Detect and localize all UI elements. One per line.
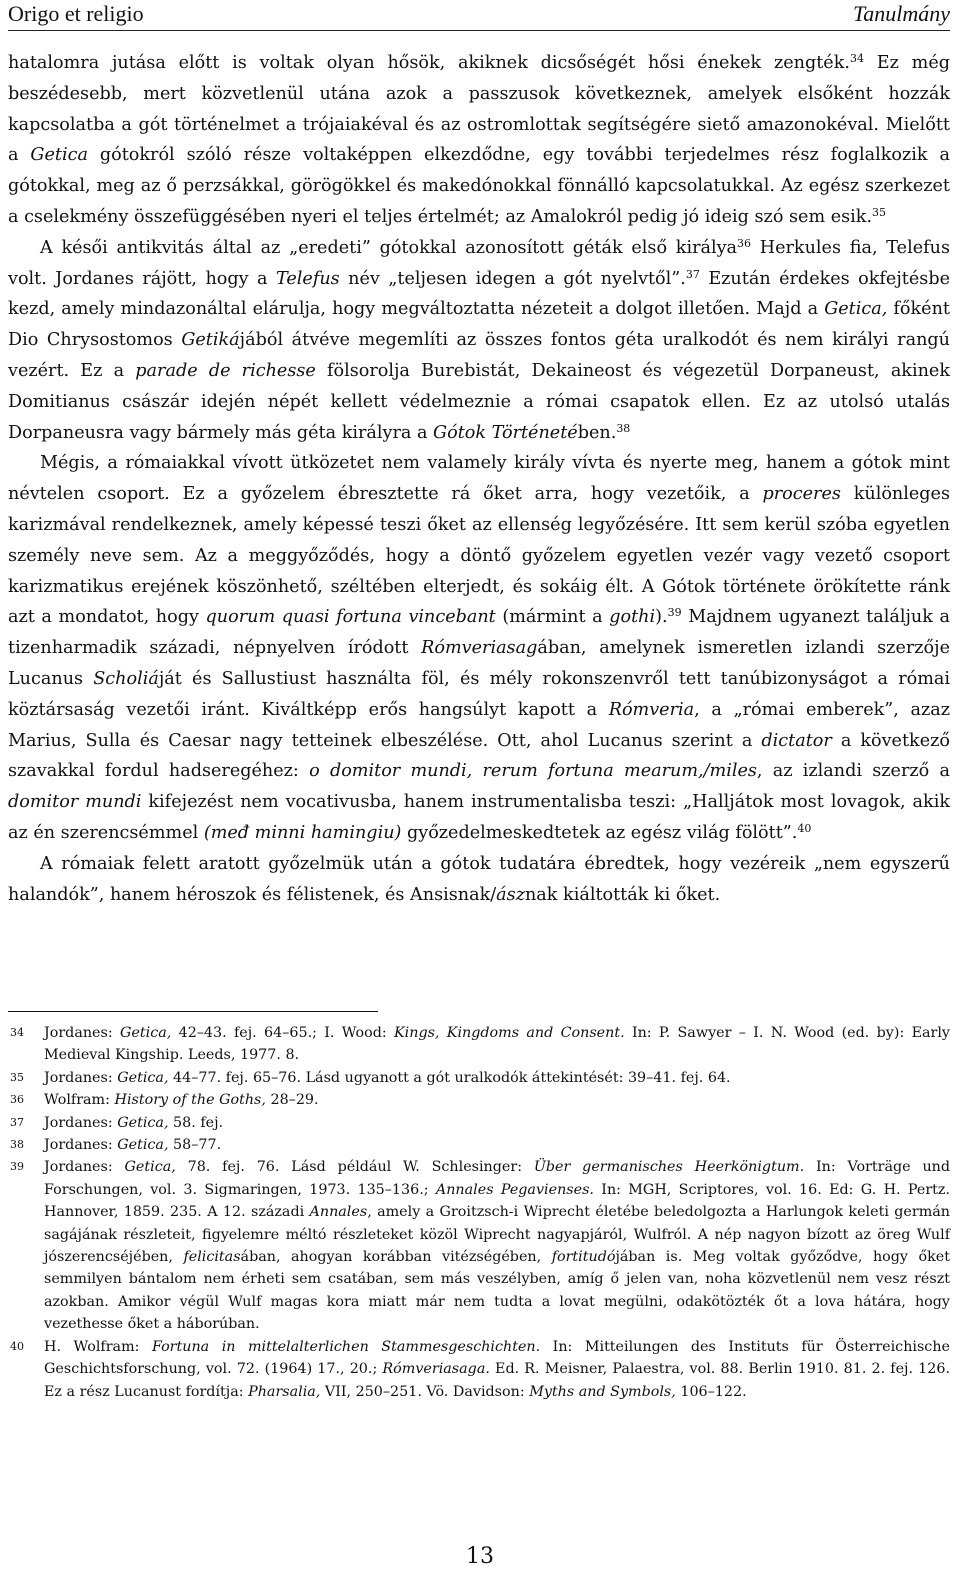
footnote-34 (8, 1022, 950, 1067)
text-run: In: P. Sawyer – I. N. Wood (ed. by): Early Medieval Kingship. Leeds, 1977. 8. (44, 1025, 951, 1064)
text-run: 28–29. (265, 1092, 319, 1109)
footnote-38 (8, 1134, 950, 1156)
italic-run: Rómveria (608, 699, 695, 720)
footnote-ref-37[interactable]: 37 (685, 267, 700, 281)
main-text (8, 48, 950, 910)
text-run: ). (655, 607, 668, 628)
text-run: név „teljesen idegen a gót nyelvtől”. (339, 268, 686, 289)
text-run: Jordanes: (44, 1069, 118, 1086)
text-run: ját és Sallustiust használta föl, és mély rokonszenvről tett tanúbizonyságot a római köztársaság vezetői iránt. Kiváltképp erős hangsúlyt kapott a (8, 668, 950, 720)
italic-run: Myths and Symbols, (529, 1383, 676, 1400)
footnotes (8, 1022, 950, 1403)
italic-run: Rómveriasaga. (382, 1361, 490, 1378)
italic-run: felicitas (183, 1249, 241, 1266)
text-run: fölsorolja Burebistát, Dekaineost és végezetül Dorpaneust, akinek Domitianus császár idején népét kellett védelmeznie a római csapatok ellen. Ez az utolsó utalás Dorpaneusra vagy bármely más géta királyra a (8, 360, 950, 443)
text-run: jában is. Meg voltak győződve, hogy őket semmilyen bántalom nem érheti sem csatában, sem más veszélyben, amíg ő jelen van, noha közvetlenül nem vesz részt azokban. Amikor végül Wulf magas kora miatt már nem tudta a lovat megülni, odakötözték őt a lova hátára, hogy vezethesse őket a háborúban. (44, 1249, 950, 1333)
text-run: gótokról szóló része voltaképpen elkezdődne, egy további terjedelmes rész foglalkozik a gótokkal, meg az ő perzsákkal, görögökkel és makedónokkal fönnálló kapcsolatukkal. Az egész szerkezet a cselekmény összefüggésében nyeri el teljes értelmét; az Amalokról pedig jó ideig szó sem esik. (8, 145, 950, 227)
footnote-ref-36[interactable]: 36 (737, 236, 752, 250)
text-run: Majdnem ugyanezt találjuk a tizenharmadik századi, népnyelven íródott (8, 607, 950, 659)
footnote-ref-40[interactable]: 40 (797, 821, 812, 835)
text-run: 44–77. fej. 65–76. Lásd ugyanott a gót uralkodók áttekintését: 39–41. fej. 64. (168, 1069, 731, 1086)
footnote-36 (8, 1089, 950, 1111)
paragraph-2 (8, 233, 950, 449)
footnote-ref-38[interactable]: 38 (616, 421, 631, 435)
italic-run: History of the Goths, (114, 1092, 266, 1109)
text-run: Ez még beszédesebb, mert közvetlenül utána azok a passzusok következnek, amelyek elsőként hozzák kapcsolatba a gót történelmet a trójaiakéval és az ostromlottak segítségére siető amazonokéval. Mielőtt a (8, 53, 950, 166)
paragraph-1 (8, 48, 950, 233)
paragraph-3 (8, 448, 950, 848)
italic-run: Fortuna in mittelalterlichen Stammesgeschichten. (151, 1338, 541, 1355)
text-run: jából átvéve megemlíti az összes fontos géta uralkodót és nem királyi rangú vezért. Ez a (8, 330, 950, 381)
footnote-text (44, 1067, 950, 1089)
text-run: a következő szavakkal fordul hadseregéhez: (8, 730, 950, 782)
text-run: Mégis, a rómaiakkal vívott ütközetet nem valamely király vívta és nyerte meg, hanem a gótok mint névtelen csoport. Ez a győzelem ébresztette rá őket arra, hogy vezetőik, a (8, 453, 950, 505)
footnote-separator (8, 1011, 378, 1012)
footnote-text (44, 1336, 950, 1403)
italic-run: Rómveriasag (421, 638, 538, 659)
italic-run: (međ minni hamingiu) (203, 822, 402, 843)
text-run: Jordanes: (44, 1114, 118, 1131)
italic-run: Annales Pegavienses. (435, 1181, 594, 1198)
italic-run: quorum quasi fortuna vincebant (205, 607, 496, 628)
text-run: (mármint a (495, 607, 610, 628)
italic-run: Getica, (117, 1114, 169, 1131)
text-run: In: MGH, Scriptores, vol. 16. Ed: G. H. Pertz. Hannover, 1859. 235. A 12. századi (44, 1181, 951, 1221)
footnote-39 (8, 1156, 950, 1335)
text-run: ában, ahogyan korábban vitézségében, (240, 1249, 552, 1266)
italic-run: domitor mundi (8, 792, 142, 813)
running-header (8, 0, 950, 31)
italic-run: Getica, (824, 299, 888, 320)
footnote-37 (8, 1112, 950, 1134)
italic-run: Scholiá (93, 668, 159, 689)
text-run: , a „római emberek”, azaz Marius, Sulla és Caesar nagy tetteinek elbeszélése. Ott, ahol Lucanus szerint a (8, 699, 951, 751)
text-run: Jordanes: (44, 1159, 125, 1176)
footnote-number: 37 (10, 1115, 24, 1129)
italic-run: Telefus (276, 268, 340, 289)
text-run: , az izlandi szerző a (756, 761, 950, 782)
text-run: Herkules fia, Telefus volt. Jordanes rájött, hogy a (8, 237, 950, 289)
footnote-text (44, 1134, 950, 1156)
italic-run: Getica, (117, 1137, 169, 1154)
italic-run: Getica, (124, 1159, 176, 1176)
paragraph-4 (8, 849, 950, 911)
section-label: Tanulmány (853, 1, 950, 26)
italic-run: Getica (30, 145, 88, 166)
text-run: Jordanes: (44, 1025, 120, 1041)
text-run: VII, 250–251. Vö. Davidson: (320, 1383, 530, 1400)
text-run: különleges karizmával rendelkeznek, amely képessé teszi őket az ellenség legyőzésére. Itt sem kerül szóba egyetlen személy neve sem. Az a meggyőződés, hogy a döntő győzelem egyetlen vezér vagy vezető csoport karizmatikus erejének köszönhető, széltében elterjedt, és sokáig élt. A Gótok története örökítette ránk azt a mondatot, hogy (8, 484, 950, 628)
footnote-text (44, 1112, 950, 1134)
text-run: Wolfram: (44, 1092, 115, 1109)
italic-run: Gótok Történeté (433, 422, 578, 443)
text-run: győzedelmeskedtetek az egész világ fölött”. (401, 822, 798, 843)
italic-run: Getica, (117, 1069, 169, 1086)
footnote-number: 39 (10, 1160, 24, 1174)
text-run: Jordanes: (44, 1137, 118, 1154)
footnote-text (44, 1156, 950, 1335)
journal-title: Origo et religio (8, 1, 144, 26)
italic-run: Annales (309, 1204, 368, 1221)
footnote-number: 38 (10, 1138, 24, 1152)
text-run: 58. fej. (168, 1114, 224, 1131)
text-run: , amely a Groitzsch-i Wiprecht életébe beledolgozta a Harlungok keleti germán sagájának részleteit, figyelemre méltó részleteket közöl Wiprecht nagyapjáról, Wulfról. A nép nagyon bízott az öreg Wulf jószerencséjében, (44, 1204, 950, 1266)
text-run: ben. (577, 422, 617, 443)
footnote-number: 36 (10, 1093, 24, 1107)
italic-run: parade de richesse (135, 360, 316, 381)
italic-run: proceres (762, 484, 841, 505)
italic-run: Über germanisches Heerkönigtum. (533, 1159, 805, 1176)
italic-run: Getiká (181, 330, 240, 351)
text-run: Ezután érdekes okfejtésbe kezd, amely mindazonáltal elárulja, hogy megváltoztatta nézeteit a dolgot illetően. Majd a (8, 268, 950, 320)
footnote-number: 34 (10, 1026, 24, 1039)
italic-run: ász (496, 884, 525, 905)
footnote-text (44, 1022, 950, 1067)
text-run: hatalomra jutása előtt is voltak olyan hősök, akiknek dicsőségét hősi énekek zengték. (8, 53, 850, 73)
footnote-35 (8, 1067, 950, 1089)
footnote-40 (8, 1336, 950, 1403)
italic-run: o domitor mundi, rerum fortuna mearum,/miles (309, 761, 757, 782)
text-run: In: Mitteilungen des Instituts für Österreichische Geschichtsforschung, vol. 72. (1964) 17., 20.; (44, 1338, 950, 1378)
text-run: 58–77. (168, 1137, 222, 1154)
footnote-ref-34[interactable]: 34 (849, 52, 864, 65)
text-run: In: Vorträge und Forschungen, vol. 3. Sigmaringen, 1973. 135–136.; (44, 1159, 951, 1198)
text-run: főként Dio Chrysostomos (8, 299, 950, 351)
footnote-ref-39[interactable]: 39 (667, 606, 682, 620)
italic-run: dictator (761, 730, 832, 751)
text-run: Ed. R. Meisner, Palaestra, vol. 88. Berlin 1910. 81. 2. fej. 126. Ez a rész Lucanust fordítja: (44, 1361, 950, 1400)
italic-run: Getica, (120, 1025, 172, 1041)
text-run: ában, amelynek ismeretlen izlandi szerzője Lucanus (8, 638, 950, 689)
text-run: 42–43. fej. 64–65.; I. Wood: (171, 1025, 394, 1041)
italic-run: Kings, Kingdoms and Consent. (393, 1025, 625, 1041)
footnote-number: 35 (10, 1070, 24, 1084)
text-run: nak kiáltották ki őket. (524, 884, 721, 905)
page-number: 13 (466, 1544, 494, 1569)
text-run: A rómaiak felett aratott győzelmük után a gótok tudatára ébredtek, hogy vezéreik „nem egyszerű halandók”, hanem héroszok és félistenek, és Ansisnak/ (8, 853, 950, 905)
text-run: 78. fej. 76. Lásd például W. Schlesinger: (175, 1159, 534, 1176)
text-run: H. Wolfram: (44, 1338, 152, 1355)
footnote-ref-35[interactable]: 35 (872, 205, 887, 219)
italic-run: Pharsalia, (248, 1383, 321, 1400)
italic-run: gothi (609, 607, 656, 628)
text-run: kifejezést nem vocativusba, hanem instrumentalisba teszi: „Halljátok most lovagok, akik az én szerencsémmel (8, 792, 950, 843)
footnote-text (44, 1089, 950, 1111)
footnote-number: 40 (10, 1339, 24, 1353)
italic-run: fortitudó (551, 1249, 616, 1266)
text-run: 106–122. (675, 1383, 747, 1400)
text-run: A késői antikvitás által az „eredeti” gótokkal azonosított géták első királya (40, 237, 738, 258)
